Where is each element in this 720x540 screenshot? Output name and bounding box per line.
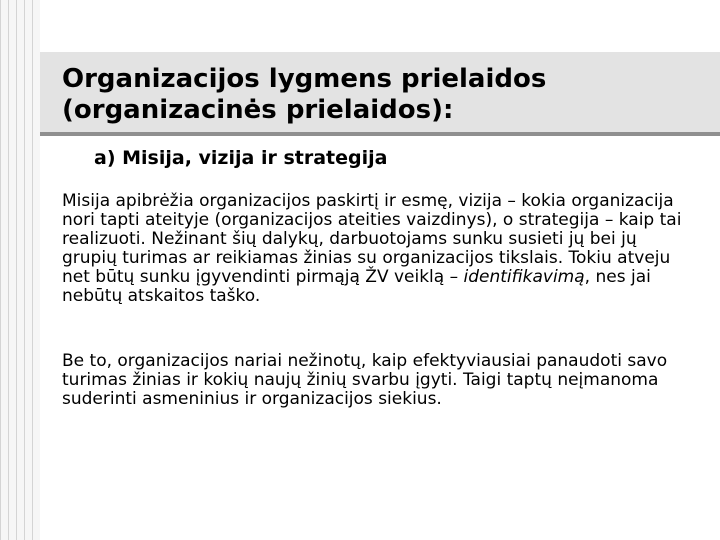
paragraph1-italic-term: identifikavimą bbox=[463, 267, 585, 287]
paragraph-knowledge-use: Be to, organizacijos nariai nežinotų, kaip efektyviausiai panaudoti savo turimas žinias ir kokių naujų žinių svarbu įgyti. Taigi taptų neįmanoma suderinti asmeninius ir organizacijos siekius. bbox=[62, 351, 668, 409]
slide-title bbox=[62, 64, 702, 126]
slide-title-line2: (organizacinės prielaidos): bbox=[62, 95, 454, 125]
title-underline bbox=[40, 132, 720, 136]
paragraph-mission-vision-strategy bbox=[62, 192, 692, 306]
paragraph1-text-end: , nes jai nebūtų atskaitos taško. bbox=[62, 267, 651, 306]
paragraph1-text: Misija apibrėžia organizacijos paskirtį ir esmę, vizija – kokia organizacija nori tapti ateityje (organizacijos ateities vaizdinys), o strategija – kaip tai realizuoti. Nežinant šių dalykų, darbuotojams sunku susieti jų bei jų grupių turimas ar reikiamas žinias su organizacijos tikslais. Tokiu atveju net būtų sunku įgyvendinti pirmąją ŽV veiklą – bbox=[62, 191, 682, 287]
slide-subtitle: a) Misija, vizija ir strategija bbox=[94, 147, 388, 169]
slide-title-line1: Organizacijos lygmens prielaidos bbox=[62, 64, 547, 94]
